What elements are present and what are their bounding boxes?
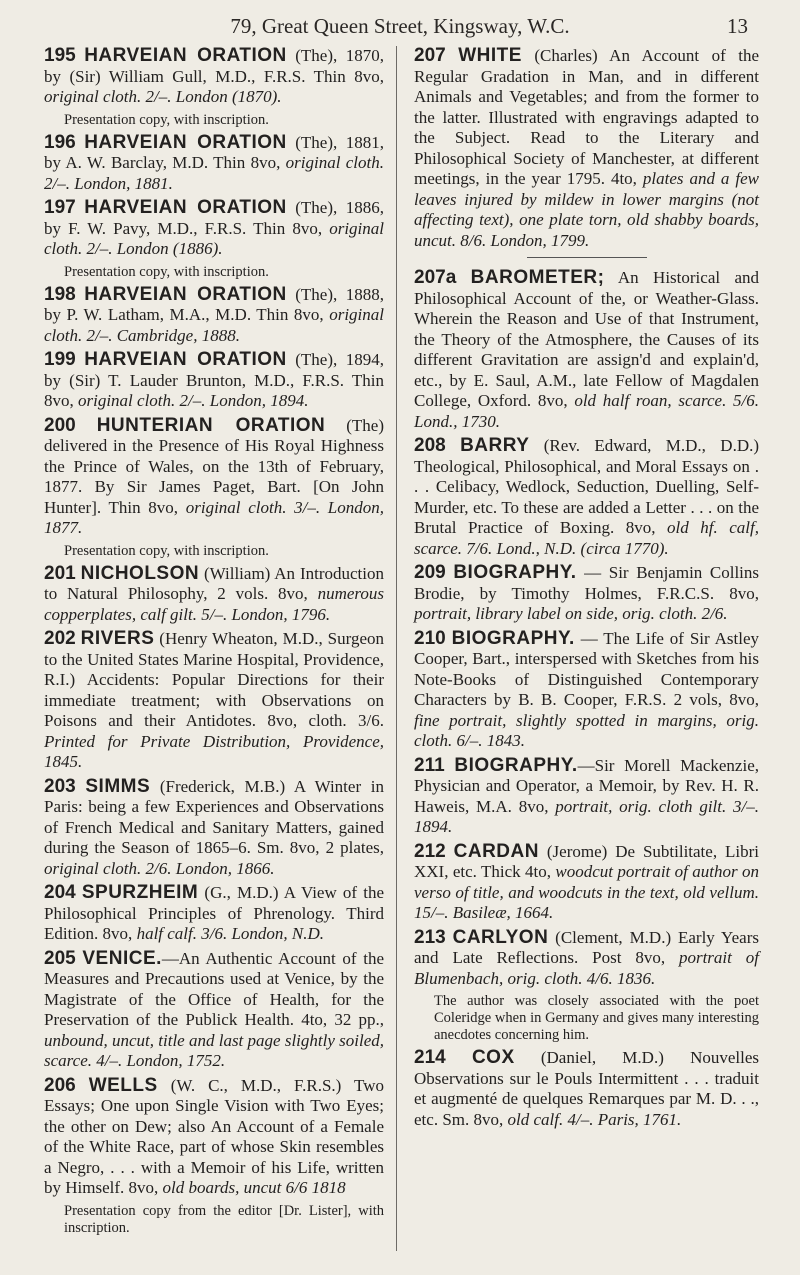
catalogue-entry [414,756,759,838]
entry-details: portrait, orig. cloth gilt. 3/–. 1894. [414,796,759,836]
entry-details: half calf. 3/6. London, N.D. [136,924,325,943]
entry-heading: BARRY [460,435,530,456]
catalogue-entry [44,1076,384,1199]
catalogue-entry [44,46,384,108]
entry-details: old half roan, scarce. 5/6. Lond., 1730. [414,391,759,431]
entry-number: 209 [414,562,446,583]
entry-description: (The), 1894, by (Sir) T. Lauder Brunton, M.D., F.R.S. Thin 8vo, [44,350,384,410]
entry-description: (Rev. Edward, M.D., D.D.) Theological, Philosophical, and Moral Essays on . . . Celibacy, Wedlock, Seduction, Duelling, Self-Murder, etc. To these are added a Letter . . . on the Brutal Practice of Boxing. 8vo, [414,436,760,537]
entry-details: plates and a few leaves injured by mildew in lower margins (not affecting text), one plate torn, old shabby boards, uncut. 8/6. London, 1799. [414,169,760,250]
entry-details: woodcut portrait of author on verso of title, and woodcuts in the text, old vellum. 15/–. Basileæ, 1664. [414,862,759,922]
entry-details: original cloth. 2/–. London (1886). [44,218,384,258]
entry-details: numerous copperplates, calf gilt. 5/–. London, 1796. [44,584,384,624]
catalogue-entry [44,949,384,1072]
catalogue-entry [414,268,759,432]
entry-heading: HARVEIAN ORATION [84,349,287,370]
entry-details: original cloth. 2/–. London (1870). [44,87,282,106]
entry-heading: BIOGRAPHY. [453,562,577,583]
entry-number: 203 [44,775,76,797]
entry-description: —Sir Morell Mackenzie, Physician and Operator, a Memoir, by Rev. H. R. Haweis, M.A. 8vo, [414,755,759,816]
entry-number: 200 [44,414,76,436]
entry-description: — Sir Benjamin Collins Brodie, by Timothy Holmes, F.R.C.S. 8vo, [414,563,760,603]
entry-description: (The), 1881, by A. W. Barclay, M.D. Thin 8vo, [44,132,384,172]
catalogue-entry [44,198,384,260]
entry-number: 207 [414,45,446,66]
entry-details: old hf. calf, scarce. 7/6. Lond., N.D. (circa 1770). [414,518,759,558]
entry-number: 202 [44,628,76,649]
entry-heading: COX [471,1047,515,1068]
entry-description: —An Authentic Account of the Measures and Precautions used at Venice, by the Magistrate of the Office of Health, for the Preservation of the Publick Health. 4to, 32 pp., [44,948,385,1029]
entry-description: An Historical and Philosophical Account of the, or Weather-Glass. Wherein the Reason and Use of that Instrument, the Theory of the Atmosphere, the Causes of its different Gravitation are assign'd and explain'd, etc., by E. Saul, A.M., late Fellow of Magdalen College, Oxford. 8vo, [414,268,760,410]
entry-description: (Daniel, M.D.) Nouvelles Observations sur le Pouls Intermittent . . . traduit et augmenté de quelques Remarques par M. D. . ., etc. Sm. 8vo, [414,1048,760,1129]
entry-description: (G., M.D.) A View of the Philosophical Principles of Phrenology. Third Edition. 8vo, [44,883,384,943]
catalogue-entry [44,416,384,539]
catalogue-entry [44,350,384,412]
entry-number: 196 [44,131,76,153]
entry-heading: VENICE. [82,947,162,969]
entry-description: — The Life of Sir Astley Cooper, Bart., interspersed with Sketches from his Note-Books of Distinguished Contemporary Characters by B. B. Cooper, F.R.S. 2 vols, 8vo, [414,628,760,709]
entry-description: (William) An Introduction to Natural Philosophy, 2 vols. 8vo, [44,563,384,603]
entry-number: 210 [414,627,446,649]
catalogue-entry [44,564,384,626]
catalogue-entry [414,629,759,752]
entry-heading: SIMMS [85,775,151,797]
entry-description: (The), 1886, by F. W. Pavy, M.D., F.R.S. Thin 8vo, [44,198,384,238]
entry-description: (Frederick, M.B.) A Winter in Paris: being a few Experiences and Observations of French Medical and Sanitary Matters, gained during the Season of 1865–6. Sm. 8vo, 2 plates, [44,776,385,857]
entry-heading: HARVEIAN ORATION [84,283,287,305]
catalogue-entry [414,842,759,924]
entry-heading: BAROMETER; [470,267,605,288]
entry-number: 214 [414,1047,446,1068]
catalogue-entry [44,883,384,945]
entry-description: (The) delivered in the Presence of His Royal Highness the Prince of Wales, on the 13th of February, 1877. By Sir James Paget, Bart. [On John Hunter]. Thin 8vo, [44,415,385,517]
entry-details: original cloth. 2/–. Cambridge, 1888. [44,305,384,345]
entry-details: unbound, uncut, title and last page slightly soiled, scarce. 4/–. London, 1752. [44,1030,384,1070]
page-header [0,14,800,42]
catalogue-entry [414,563,759,625]
entry-heading: HARVEIAN ORATION [84,45,287,66]
header-address: 79, Great Queen Street, Kingsway, W.C. [230,14,570,38]
entry-description: (The), 1888, by P. W. Latham, M.A., M.D. Thin 8vo, [44,284,384,324]
entry-number: 197 [44,197,76,218]
entry-details: Printed for Private Distribution, Providence, 1845. [44,731,384,771]
entry-note: Presentation copy, with inscription. [64,542,269,559]
entry-heading: WELLS [88,1074,158,1096]
entry-heading: BIOGRAPHY. [454,754,578,776]
entry-number: 199 [44,349,76,370]
entry-details: portrait, library label on side, orig. cloth. 2/6. [414,604,728,623]
entry-heading: CARLYON [452,926,549,948]
catalogue-entry [44,777,384,880]
catalogue-entry [44,629,384,773]
entry-description: (The), 1870, by (Sir) William Gull, M.D., F.R.S. Thin 8vo, [44,46,384,86]
entry-number: 201 [44,562,76,584]
section-rule [527,257,647,258]
entry-heading: CARDAN [453,840,539,862]
entry-description: (Charles) An Account of the Regular Gradation in Man, and in different Animals and Vegetables; and from the former to the latter. Illustrated with engravings adapted to the Subject. Read to the Literary and Philosophical Society of Manchester, at different meetings, in the year 1795. 4to, [414,46,759,188]
entry-number: 195 [44,45,76,66]
left-column [44,46,384,1241]
entry-number: 212 [414,840,446,862]
entry-number: 211 [414,754,445,776]
catalogue-entry [414,928,759,990]
entry-details: original cloth. 3/–. London, 1877. [44,497,384,537]
entry-note: The author was closely associated with the poet Coleridge when in Germany and gives many interesting anecdotes concerning him. [434,993,759,1043]
entry-details: portrait of Blumenbach, orig. cloth. 4/6. 1836. [414,948,759,988]
entry-number: 208 [414,435,446,456]
entry-number: 206 [44,1074,76,1096]
catalogue-entry [414,1048,759,1130]
entry-description: (Henry Wheaton, M.D., Surgeon to the United States Marine Hospital, Providence, R.I.) Accidents: Popular Directions for their immediate treatment; with Observations on Poisons and their Antidotes. 8vo, cloth. 3/6. [44,629,384,730]
entry-details: original cloth. 2/6. London, 1866. [44,858,275,878]
catalogue-entry [44,285,384,347]
entry-heading: WHITE [458,45,522,66]
entry-description: (Clement, M.D.) Early Years and Late Reflections. Post 8vo, [414,927,759,967]
entry-details: original cloth. 2/–. London, 1881. [44,153,384,193]
entry-number: 205 [44,947,76,969]
entry-number: 204 [44,882,76,903]
catalogue-entry [414,46,759,251]
catalogue-entry [414,436,759,559]
entry-details: old calf. 4/–. Paris, 1761. [507,1109,682,1129]
entry-heading: RIVERS [80,628,155,649]
entry-number: 207a [414,267,457,288]
entry-note: Presentation copy, with inscription. [64,263,269,280]
entry-number: 213 [414,926,446,948]
page-number: 13 [727,14,748,38]
entry-heading: BIOGRAPHY. [451,627,575,649]
entry-heading: HARVEIAN ORATION [84,131,287,153]
entry-details: original cloth. 2/–. London, 1894. [78,391,309,410]
entry-note: Presentation copy, with inscription. [64,111,269,128]
column-divider [396,46,397,1251]
entry-number: 198 [44,283,76,305]
entry-heading: SPURZHEIM [81,882,199,903]
entry-description: (Jerome) De Subtilitate, Libri XXI, etc. Thick 4to, [414,841,759,881]
entry-details: fine portrait, slightly spotted in margins, orig. cloth. 6/–. 1843. [414,710,759,750]
entry-details: old boards, uncut 6/6 1818 [162,1178,346,1197]
entry-heading: HUNTERIAN ORATION [96,414,326,436]
entry-heading: NICHOLSON [80,562,200,584]
entry-description: (W. C., M.D., F.R.S.) Two Essays; One upon Single Vision with Two Eyes; the other on Dew; also An Account of a Female of the White Race, part of whose Skin resembles a Negro, . . . with a Memoir of his Life, written by Himself. 8vo, [44,1075,385,1197]
entry-note: Presentation copy from the editor [Dr. Lister], with inscription. [64,1202,384,1236]
right-column [414,46,759,1134]
catalogue-entry [44,133,384,195]
entry-heading: HARVEIAN ORATION [84,197,287,218]
